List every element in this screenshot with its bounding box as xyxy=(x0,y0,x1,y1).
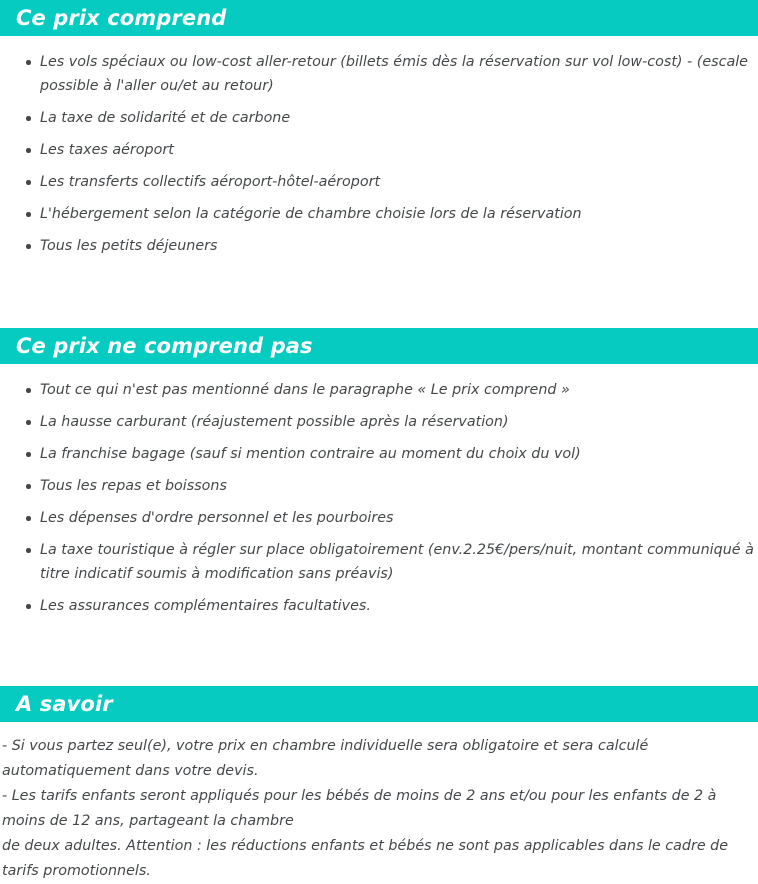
list-item: L'hébergement selon la catégorie de chambre choisie lors de la réservation xyxy=(0,202,758,234)
list-item: Les dépenses d'ordre personnel et les pourboires xyxy=(0,506,758,538)
list-item: La hausse carburant (réajustement possible après la réservation) xyxy=(0,410,758,442)
section-a-savoir xyxy=(0,686,758,884)
list-item: Tous les petits déjeuners xyxy=(0,234,758,266)
list-item: Les taxes aéroport xyxy=(0,138,758,170)
section-body-ce-prix-comprend xyxy=(0,36,758,266)
note-paragraph: de deux adultes. Attention : les réductions enfants et bébés ne sont pas applicables dans le cadre de tarifs promotionnels. xyxy=(2,838,729,879)
list-item: Les transferts collectifs aéroport-hôtel-aéroport xyxy=(0,170,758,202)
note-paragraph: - Les tarifs enfants seront appliqués pour les bébés de moins de 2 ans et/ou pour les enfants de 2 à moins de 12 ans, partageant la chambre xyxy=(2,788,717,829)
section-spacer xyxy=(0,626,758,686)
section-spacer xyxy=(0,266,758,328)
section-title-ce-prix-ne-comprend-pas: Ce prix ne comprend pas xyxy=(0,328,758,364)
list-item: Tous les repas et boissons xyxy=(0,474,758,506)
section-body-a-savoir xyxy=(0,722,758,884)
section-title-a-savoir: A savoir xyxy=(0,686,758,722)
included-list xyxy=(0,36,758,266)
section-title-ce-prix-comprend: Ce prix comprend xyxy=(0,0,758,36)
excluded-list xyxy=(0,364,758,626)
list-item: Les assurances complémentaires facultatives. xyxy=(0,594,758,626)
list-item: Les vols spéciaux ou low-cost aller-retour (billets émis dès la réservation sur vol low-cost) - (escale possible à l'aller ou/et au retour) xyxy=(0,50,758,106)
list-item: La taxe de solidarité et de carbone xyxy=(0,106,758,138)
section-body-ce-prix-ne-comprend-pas xyxy=(0,364,758,626)
section-ce-prix-ne-comprend-pas xyxy=(0,328,758,626)
list-item: Tout ce qui n'est pas mentionné dans le paragraphe « Le prix comprend » xyxy=(0,378,758,410)
note-paragraph: - Si vous partez seul(e), votre prix en chambre individuelle sera obligatoire et sera calculé automatiquement dans votre devis. xyxy=(2,738,649,779)
section-ce-prix-comprend xyxy=(0,0,758,266)
list-item: La franchise bagage (sauf si mention contraire au moment du choix du vol) xyxy=(0,442,758,474)
list-item: La taxe touristique à régler sur place obligatoirement (env.2.25€/pers/nuit, montant communiqué à titre indicatif soumis à modification sans préavis) xyxy=(0,538,758,594)
